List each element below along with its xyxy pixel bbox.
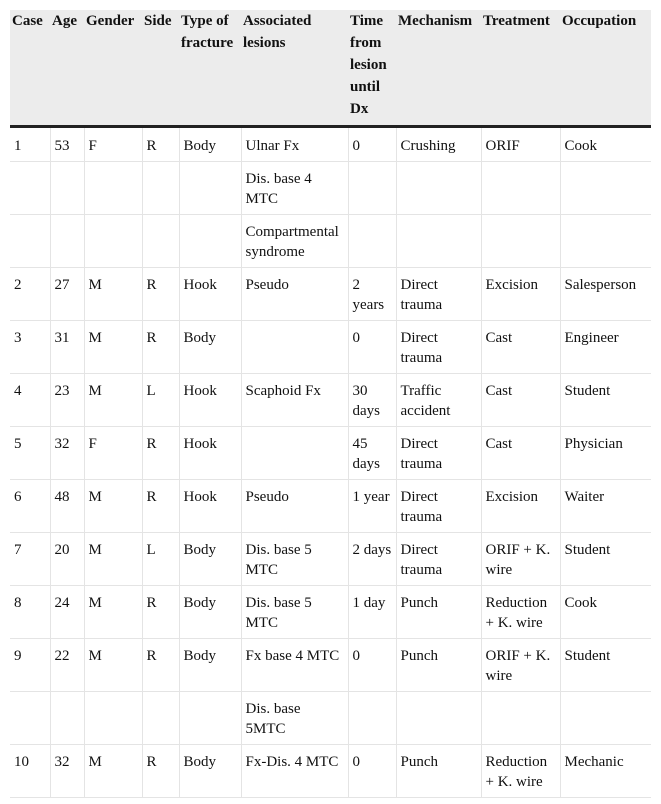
cell-treatment (481, 215, 560, 268)
cell-age (50, 162, 84, 215)
cell-occupation: Physician (560, 427, 651, 480)
cell-occupation: Waiter (560, 480, 651, 533)
cell-mechanism: Direct trauma (396, 533, 481, 586)
cell-mechanism: Direct trauma (396, 427, 481, 480)
header-time-until-dx: Time from lesion until Dx (348, 10, 396, 127)
cell-age: 27 (50, 268, 84, 321)
cell-time-until-dx: 1 year (348, 480, 396, 533)
cell-mechanism: Traffic accident (396, 374, 481, 427)
cell-mechanism: Punch (396, 639, 481, 692)
cell-associated-lesions: Dis. base 4 MTC (241, 162, 348, 215)
fracture-cases-table (10, 10, 651, 798)
cell-side: L (142, 374, 179, 427)
cell-side: R (142, 745, 179, 798)
cell-age: 22 (50, 639, 84, 692)
cell-type-of-fracture: Body (179, 127, 241, 162)
cell-time-until-dx: 2 days (348, 533, 396, 586)
header-case: Case (10, 10, 50, 127)
cell-time-until-dx: 0 (348, 745, 396, 798)
cell-type-of-fracture: Hook (179, 268, 241, 321)
cell-gender: M (84, 480, 142, 533)
cell-occupation: Salesperson (560, 268, 651, 321)
cell-side (142, 692, 179, 745)
table-row (10, 162, 651, 215)
table-row (10, 586, 651, 639)
cell-associated-lesions (241, 321, 348, 374)
cell-associated-lesions: Dis. base 5 MTC (241, 533, 348, 586)
cell-time-until-dx: 30 days (348, 374, 396, 427)
cell-occupation: Engineer (560, 321, 651, 374)
cell-occupation: Student (560, 639, 651, 692)
table-header (10, 10, 651, 127)
cell-time-until-dx (348, 162, 396, 215)
cell-case: 8 (10, 586, 50, 639)
header-occupation: Occupation (560, 10, 651, 127)
cell-side: R (142, 127, 179, 162)
cell-type-of-fracture: Hook (179, 374, 241, 427)
cell-associated-lesions: Fx-Dis. 4 MTC (241, 745, 348, 798)
cell-associated-lesions: Pseudo (241, 268, 348, 321)
cell-case (10, 215, 50, 268)
cell-treatment: Reduction + K. wire (481, 586, 560, 639)
cell-occupation (560, 692, 651, 745)
cell-case: 9 (10, 639, 50, 692)
header-age: Age (50, 10, 84, 127)
cell-gender: F (84, 127, 142, 162)
table-row (10, 692, 651, 745)
cell-time-until-dx: 0 (348, 639, 396, 692)
cell-associated-lesions: Compartmental syndrome (241, 215, 348, 268)
cell-case: 6 (10, 480, 50, 533)
cell-type-of-fracture: Hook (179, 427, 241, 480)
cell-type-of-fracture: Body (179, 321, 241, 374)
table-row (10, 480, 651, 533)
cell-time-until-dx: 45 days (348, 427, 396, 480)
cell-occupation: Mechanic (560, 745, 651, 798)
cell-time-until-dx: 0 (348, 127, 396, 162)
cell-type-of-fracture: Body (179, 586, 241, 639)
cell-treatment: Excision (481, 268, 560, 321)
cell-age: 48 (50, 480, 84, 533)
cell-age (50, 215, 84, 268)
cell-case: 2 (10, 268, 50, 321)
header-gender: Gender (84, 10, 142, 127)
cell-side: R (142, 427, 179, 480)
cell-gender: M (84, 533, 142, 586)
cell-mechanism: Crushing (396, 127, 481, 162)
cell-side: L (142, 533, 179, 586)
cell-occupation (560, 162, 651, 215)
cell-type-of-fracture (179, 215, 241, 268)
cell-mechanism (396, 215, 481, 268)
cell-age: 53 (50, 127, 84, 162)
cell-time-until-dx: 2 years (348, 268, 396, 321)
cell-treatment: ORIF (481, 127, 560, 162)
cell-treatment: Reduction + K. wire (481, 745, 560, 798)
table-body (10, 127, 651, 798)
cell-side (142, 162, 179, 215)
cell-age (50, 692, 84, 745)
cell-associated-lesions: Scaphoid Fx (241, 374, 348, 427)
cell-mechanism (396, 692, 481, 745)
cell-gender (84, 162, 142, 215)
cell-side: R (142, 639, 179, 692)
cell-gender: M (84, 374, 142, 427)
cell-time-until-dx: 0 (348, 321, 396, 374)
cell-occupation: Student (560, 533, 651, 586)
cell-case: 10 (10, 745, 50, 798)
cell-treatment: Excision (481, 480, 560, 533)
cell-type-of-fracture (179, 162, 241, 215)
cell-gender: M (84, 268, 142, 321)
cell-gender: F (84, 427, 142, 480)
cell-treatment (481, 162, 560, 215)
cell-treatment (481, 692, 560, 745)
cell-mechanism: Direct trauma (396, 268, 481, 321)
cell-time-until-dx (348, 215, 396, 268)
cell-treatment: ORIF + K. wire (481, 639, 560, 692)
cell-associated-lesions: Ulnar Fx (241, 127, 348, 162)
cell-occupation: Cook (560, 127, 651, 162)
cell-age: 24 (50, 586, 84, 639)
cell-mechanism: Punch (396, 586, 481, 639)
cell-type-of-fracture (179, 692, 241, 745)
cell-gender: M (84, 745, 142, 798)
cell-side: R (142, 480, 179, 533)
cell-occupation: Student (560, 374, 651, 427)
cell-gender: M (84, 321, 142, 374)
cell-mechanism: Punch (396, 745, 481, 798)
cell-type-of-fracture: Hook (179, 480, 241, 533)
table-row (10, 374, 651, 427)
table-row (10, 268, 651, 321)
table-row (10, 127, 651, 162)
cell-case: 5 (10, 427, 50, 480)
cell-gender: M (84, 586, 142, 639)
cell-treatment: Cast (481, 321, 560, 374)
header-row (10, 10, 651, 127)
cell-age: 20 (50, 533, 84, 586)
cell-case: 4 (10, 374, 50, 427)
cell-side: R (142, 321, 179, 374)
cell-associated-lesions: Dis. base 5MTC (241, 692, 348, 745)
header-mechanism: Mechanism (396, 10, 481, 127)
cell-mechanism: Direct trauma (396, 480, 481, 533)
cell-case: 7 (10, 533, 50, 586)
cell-type-of-fracture: Body (179, 639, 241, 692)
cell-age: 31 (50, 321, 84, 374)
header-treatment: Treatment (481, 10, 560, 127)
table-row (10, 745, 651, 798)
cell-associated-lesions: Fx base 4 MTC (241, 639, 348, 692)
cell-age: 32 (50, 427, 84, 480)
cell-mechanism (396, 162, 481, 215)
cell-side: R (142, 268, 179, 321)
cell-side: R (142, 586, 179, 639)
cell-treatment: Cast (481, 427, 560, 480)
table-row (10, 321, 651, 374)
cell-case: 3 (10, 321, 50, 374)
cell-gender: M (84, 639, 142, 692)
header-side: Side (142, 10, 179, 127)
cell-case (10, 692, 50, 745)
table-row (10, 215, 651, 268)
cell-mechanism: Direct trauma (396, 321, 481, 374)
cell-treatment: Cast (481, 374, 560, 427)
cell-case: 1 (10, 127, 50, 162)
table-row (10, 533, 651, 586)
cell-associated-lesions (241, 427, 348, 480)
cell-age: 32 (50, 745, 84, 798)
cell-associated-lesions: Pseudo (241, 480, 348, 533)
cell-treatment: ORIF + K. wire (481, 533, 560, 586)
cell-gender (84, 215, 142, 268)
cell-occupation (560, 215, 651, 268)
cell-associated-lesions: Dis. base 5 MTC (241, 586, 348, 639)
header-associated-lesions: Associated lesions (241, 10, 348, 127)
header-type-of-fracture: Type of fracture (179, 10, 241, 127)
cell-occupation: Cook (560, 586, 651, 639)
cell-type-of-fracture: Body (179, 745, 241, 798)
table-row (10, 639, 651, 692)
cell-type-of-fracture: Body (179, 533, 241, 586)
cell-time-until-dx (348, 692, 396, 745)
table-row (10, 427, 651, 480)
cell-age: 23 (50, 374, 84, 427)
cell-case (10, 162, 50, 215)
cell-time-until-dx: 1 day (348, 586, 396, 639)
cell-gender (84, 692, 142, 745)
cell-side (142, 215, 179, 268)
